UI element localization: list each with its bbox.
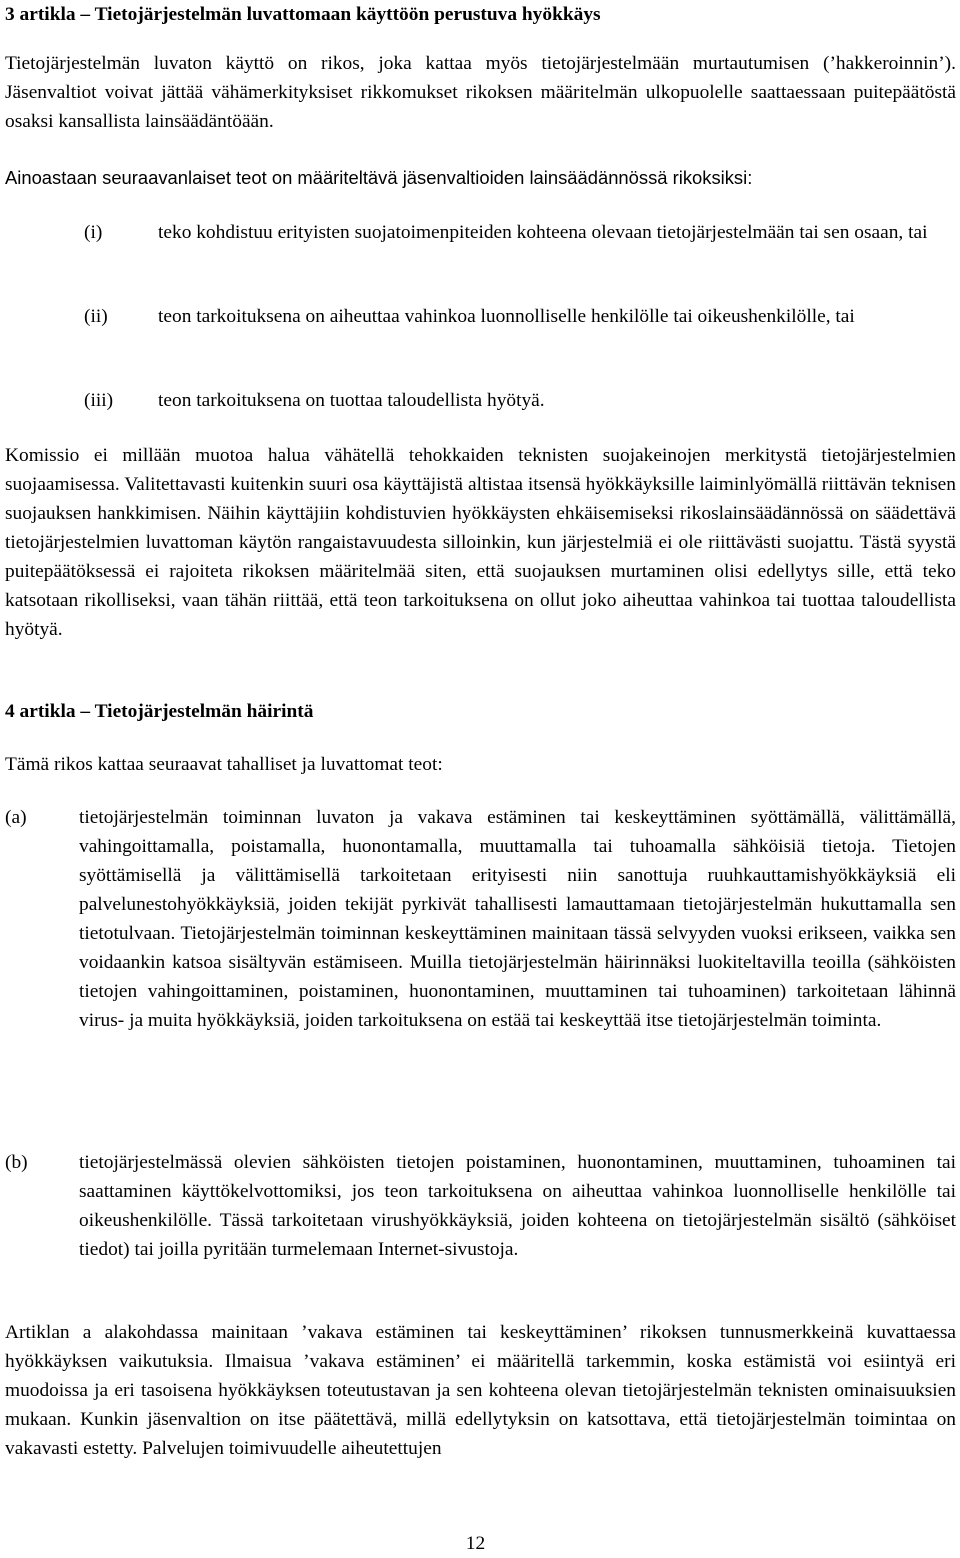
list-item-label: (i) [84, 222, 103, 243]
list-item-b [5, 1148, 956, 1264]
list-item-text: teon tarkoituksena on tuottaa taloudellista hyötyä. [158, 390, 545, 411]
list-item-label: (iii) [84, 390, 114, 411]
section-4-heading: 4 artikla – Tietojärjestelmän häirintä [5, 701, 314, 722]
list-item-a [5, 803, 956, 1035]
list-item-i [84, 218, 956, 247]
list-item-text: teon tarkoituksena on aiheuttaa vahinkoa luonnolliselle henkilölle tai oikeushenkilölle, tai [158, 306, 855, 327]
section-4-paragraph: Artiklan a alakohdassa mainitaan ’vakava estäminen tai keskeyttäminen’ rikoksen tunnusmerkkeinä kuvattaessa hyökkäyksen vaikutuksia. Ilmaisua ’vakava estäminen’ ei määritellä tarkemmin, koska estämistä voi esiintyä eri muodoissa ja eri tasoisena hyökkäyksen toteutustavan ja sen kohteena olevan tietojärjestelmän teknisten ominaisuuksien mukaan. Kunkin jäsenvaltion on itse päätettävä, millä edellytyksin on katsottava, että tietojärjestelmän toimintaa on vakavasti estetty. Palvelujen toimivuudelle aiheutettujen [5, 1322, 956, 1459]
section-3-paragraph-3: Komissio ei millään muotoa halua vähätellä tehokkaiden teknisten suojakeinojen merkitystä tietojärjestelmien suojaamisessa. Valitettavasti kuitenkin suuri osa käyttäjistä altistaa itsensä hyökkäyksille laiminlyömällä riittävän teknisen suojauksen hankkimisen. Näihin käyttäjiin kohdistuvien hyökkäysten ehkäisemiseksi rikoslainsäädännössä on säädettävä tietojärjestelmien luvattoman käytön rangaistavuudesta silloinkin, kun järjestelmiä ei ole riittävästi suojattu. Tästä syystä puitepäätöksessä ei rajoiteta rikoksen määritelmää siten, että suojauksen murtaminen olisi edellytys sille, että teko katsotaan rikolliseksi, vaan tähän riittää, että teon tarkoituksena on ollut joko aiheuttaa vahinkoa tai tuottaa taloudellista hyötyä. [5, 445, 956, 640]
list-item-ii [84, 302, 956, 331]
list-item-text: tietojärjestelmässä olevien sähköisten tietojen poistaminen, huonontaminen, muuttaminen, tuhoaminen tai saattaminen käyttökelvottomiksi, jos teon tarkoituksena on aiheuttaa vahinkoa luonnolliselle henkilölle tai oikeushenkilölle. Tässä tarkoitetaan virushyökkäyksiä, joiden kohteena on tietojärjestelmän sisältö (sähköiset tiedot) tai joilla pyritään turmelemaan Internet-sivustoja. [79, 1152, 956, 1260]
list-item-label: (ii) [84, 306, 108, 327]
page-number: 12 [465, 1533, 486, 1554]
list-item-iii [84, 386, 956, 415]
section-3-paragraph-1: Tietojärjestelmän luvaton käyttö on rikos, joka kattaa myös tietojärjestelmään murtautumisen (’hakkeroinnin’). Jäsenvaltiot voivat jättää vähämerkityksiset rikkomukset rikoksen määritelmän ulkopuolelle saattaessaan puitepäätöstä osaksi kansallista lainsäädäntöään. [5, 53, 956, 132]
list-item-text: tietojärjestelmän toiminnan luvaton ja vakava estäminen tai keskeyttäminen syöttämällä, välittämällä, vahingoittamalla, poistamalla, huonontamalla, muuttamalla tai tuhoamalla sähköisiä tietoja. Tietojen syöttämisellä ja välittämisellä tarkoitetaan erityisesti niin sanottuja ruuhkauttamishyökkäyksiä eli palvelunestohyökkäyksiä, joiden tekijät pyrkivät tahallisesti lamauttamaan tietojärjestelmän hukuttamalla sen tietotulvaan. Tietojärjestelmän toiminnan keskeyttäminen mainitaan tässä selvyyden vuoksi erikseen, vaikka sen voidaankin katsoa sisältyvän estämiseen. Muilla tietojärjestelmän häirinnäksi luokiteltavilla teoilla (sähköisten tietojen vahingoittaminen, poistaminen, huonontaminen, muuttaminen tai tuhoaminen) tarkoitetaan lähinnä virus- ja muita hyökkäyksiä, joiden tarkoituksena on estää tai keskeyttää itse tietojärjestelmän toiminta. [79, 807, 956, 1031]
list-item-text: teko kohdistuu erityisten suojatoimenpiteiden kohteena olevaan tietojärjestelmään tai sen osaan, tai [158, 222, 928, 243]
list-item-label: (b) [5, 1152, 28, 1173]
section-3-heading: 3 artikla – Tietojärjestelmän luvattomaan käyttöön perustuva hyökkäys [5, 4, 601, 25]
section-4-intro: Tämä rikos kattaa seuraavat tahalliset ja luvattomat teot: [5, 754, 443, 775]
section-3-paragraph-2: Ainoastaan seuraavanlaiset teot on määriteltävä jäsenvaltioiden lainsäädännössä rikoksiksi: [5, 167, 753, 188]
list-item-label: (a) [5, 807, 27, 828]
